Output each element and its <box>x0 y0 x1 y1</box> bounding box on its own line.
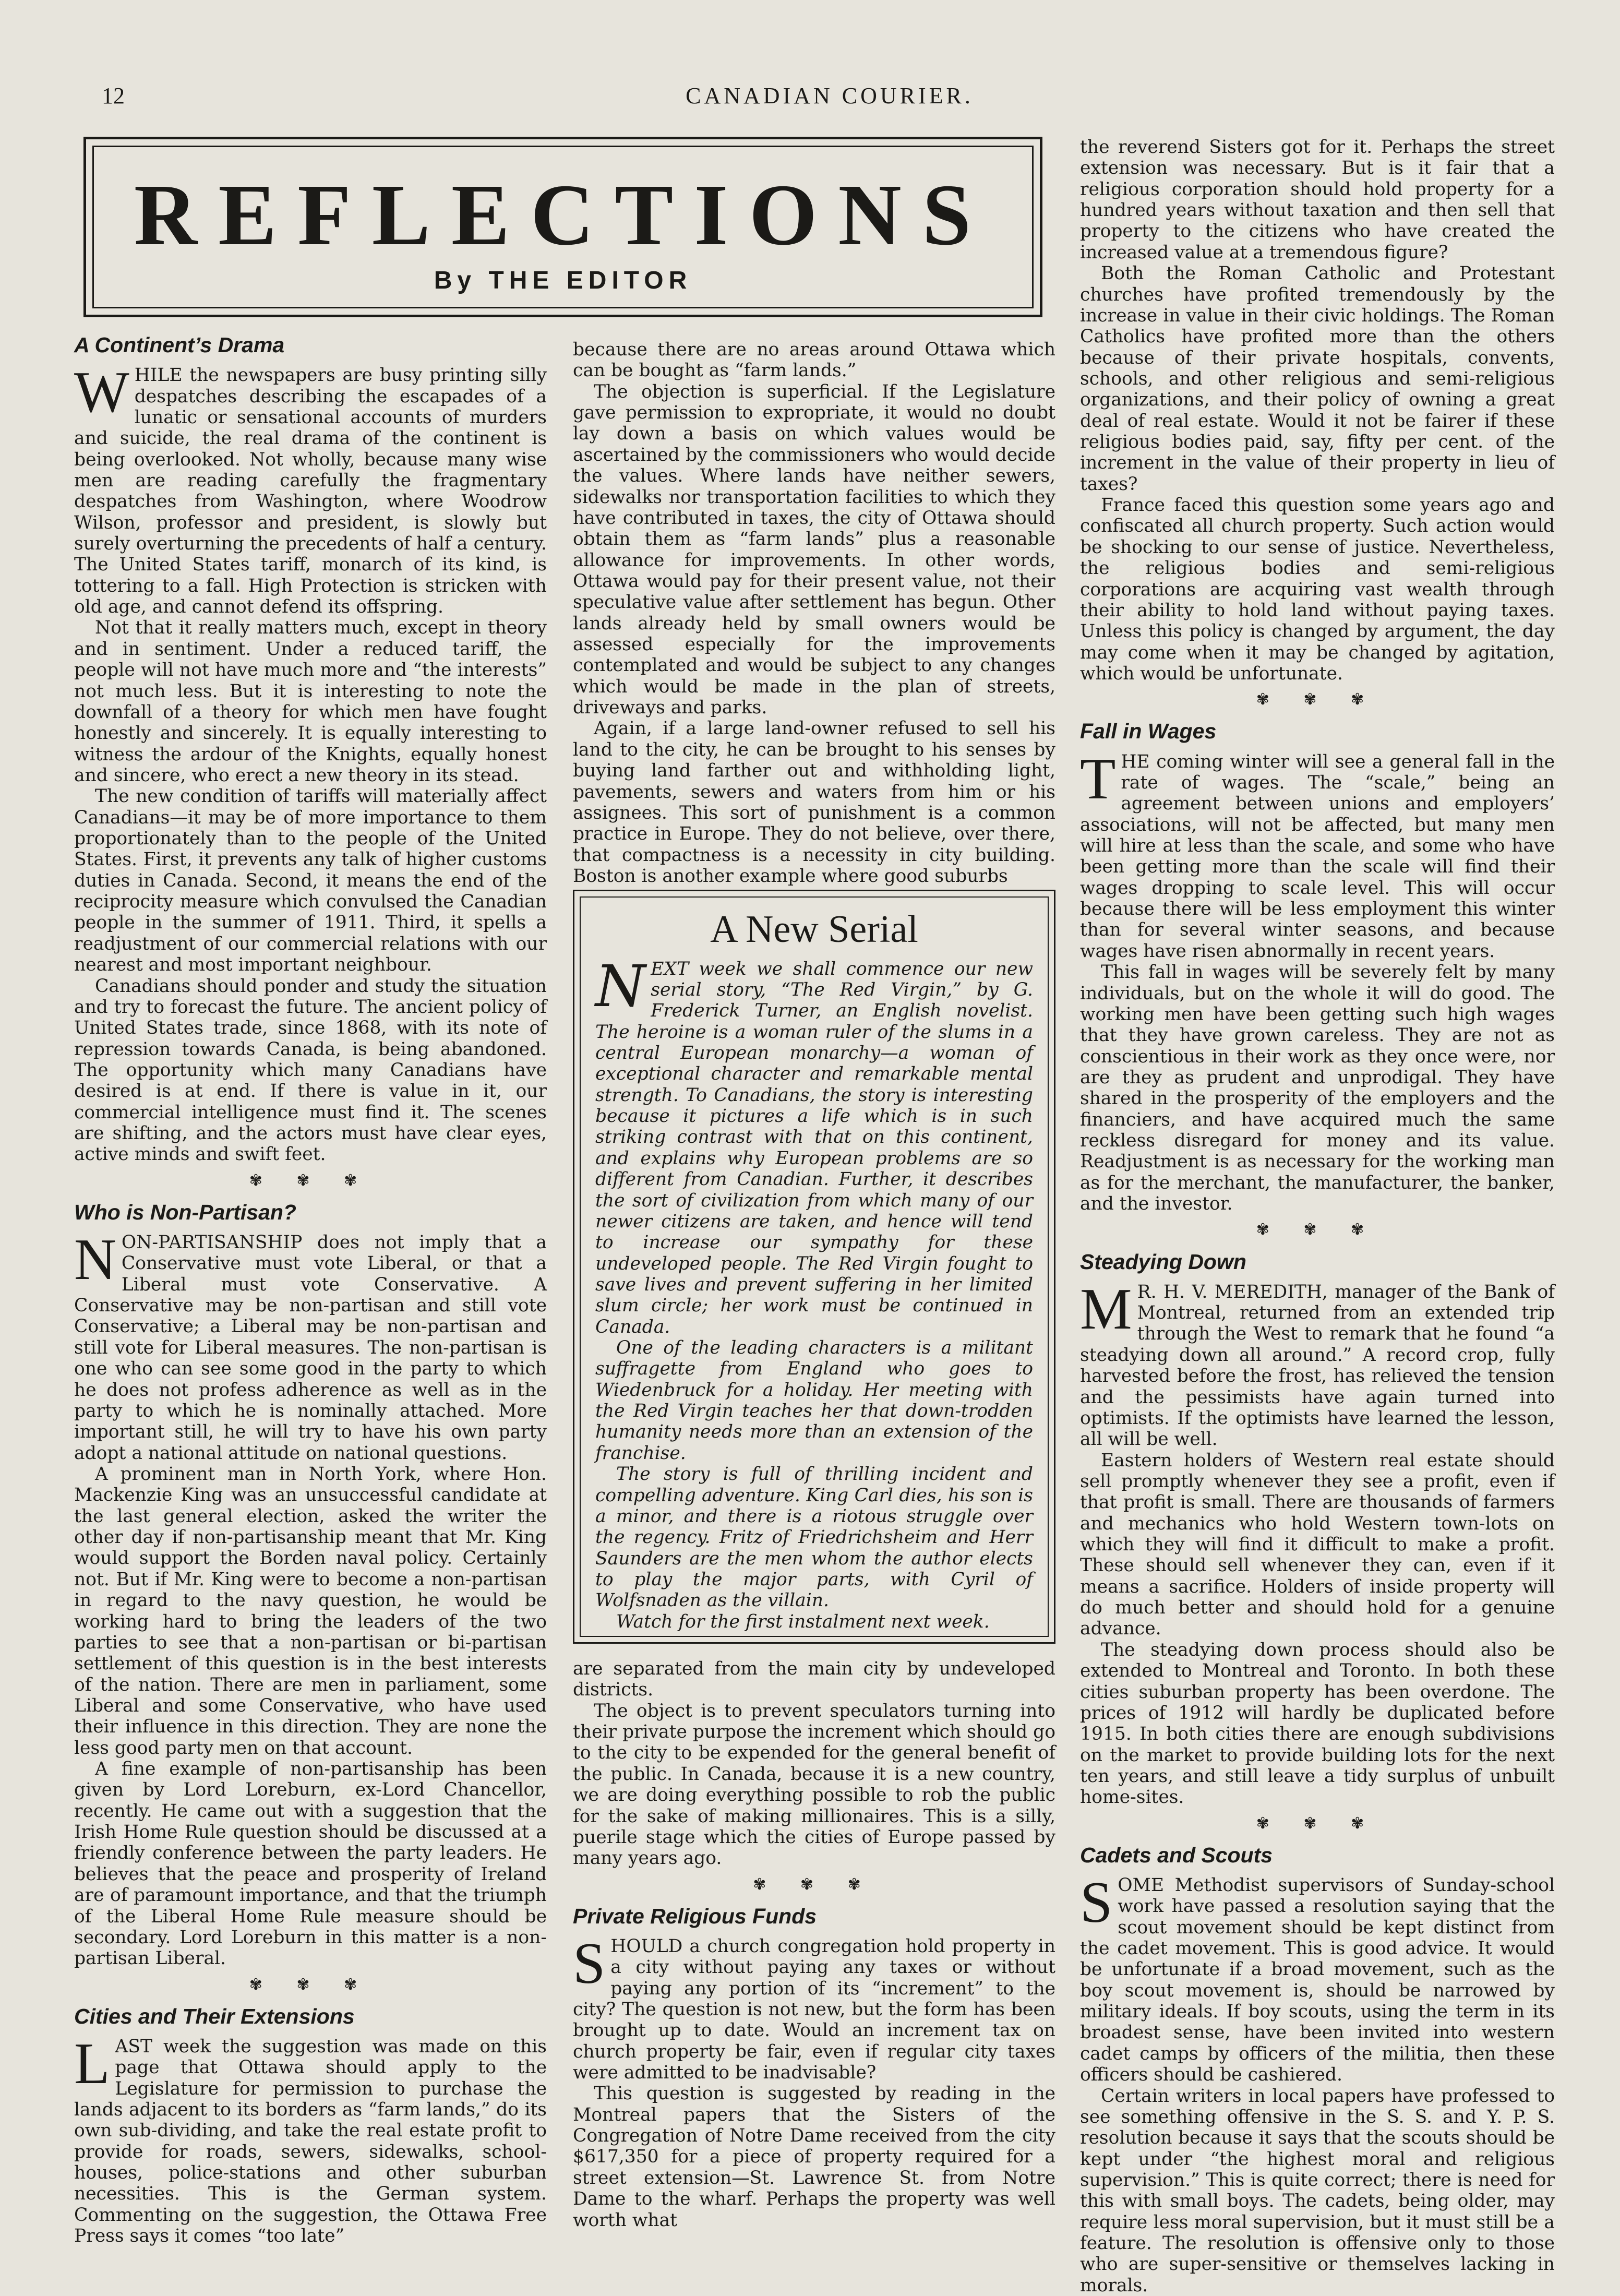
paragraph: NON-PARTISANSHIP does not imply that a Conservative must vote Liberal, or that a Liberal must vote Conservative. A Conservative may be non-partisan and still vote Conservative; a Liberal may be non-partisan and still vote for Liberal measures. The non-partisan is one who can see some good in the party to which he does not profess adherence as well as in the party to which he is nominally attached. More important still, he will try to have his own party adopt a national attitude on national questions. <box>74 1227 547 1464</box>
paragraph: MR. H. V. MEREDITH, manager of the Bank of Montreal, returned from an extended trip through the West to remark that he found “a steadying down all around.” A record crop, fully harvested before the frost, has relieved the tension and the pessimists have again turned into optimists. If the optimists have learned the lesson, all will be well. <box>1080 1276 1555 1450</box>
section-title: Who is Non-Partisan? <box>74 1200 296 1224</box>
column-3 <box>1080 137 1555 2296</box>
ornament-divider: ✾ ✾ ✾ <box>249 1975 372 1994</box>
column-2-top <box>573 339 1055 887</box>
paragraph: France faced this question some years ago and confiscated all church property. Such action would be shocking to our sense of justice. Nevertheless, the religious bodies and semi-religious corporations are acquiring vast wealth through their ability to hold land without paying taxes. Unless this policy is changed by argument, the day may come when it may be changed by agitation, which would be unfortunate. <box>1080 495 1555 684</box>
paragraph: A fine example of non-partisanship has been given by Lord Loreburn, ex-Lord Chancellor, recently. He came out with a suggestion that the Irish Home Rule question should be discussed at a friendly conference between the party leaders. He believes that the peace and prosperity of Ireland are of paramount importance, and that the triumph of the Liberal Home Rule measure should be secondary. Lord Loreburn in this matter is a non-partisan Liberal. <box>74 1759 547 1969</box>
serial-inner-frame <box>580 896 1049 1637</box>
paragraph: Certain writers in local papers have professed to see something offensive in the S. S. and Y. P. S. resolution because it says that the scouts should be kept under “the highest moral and religious supervision.” This is quite correct; there is need for this with small boys. The cadets, being older, may require less moral supervision, but it must still be a feature. The resolution is offensive only to those who are super-sensitive or themselves lacking in morals. <box>1080 2085 1555 2296</box>
running-title: CANADIAN COURIER. <box>686 83 974 109</box>
masthead <box>83 137 1042 317</box>
page-number: 12 <box>102 83 125 109</box>
paragraph: The object is to prevent speculators turning into their private purpose the increment which should go to the city to be expended for the general benefit of the public. In Canada, because it is a new country, we are doing everything possible to rob the public for the sake of making millionaires. This is a silly, puerile stage which the cities of Europe passed by many years ago. <box>573 1700 1055 1869</box>
paragraph: are separated from the main city by undeveloped districts. <box>573 1658 1055 1701</box>
ornament-divider: ✾ ✾ ✾ <box>1256 1221 1379 1239</box>
masthead-inner-frame <box>92 146 1034 308</box>
ornament-divider: ✾ ✾ ✾ <box>753 1875 875 1894</box>
section-title: Private Religious Funds <box>573 1904 817 1928</box>
paragraph: Canadians should ponder and study the situation and try to forecast the future. The ancient policy of United States trade, since 1868, with its note of repression towards Canada, is being abandoned. The opportunity which many Canadians have desired is at end. If there is value in it, our commercial intelligence must find it. The scenes are shifting, and the actors must have clear eyes, active minds and swift feet. <box>74 975 547 1165</box>
paragraph: LAST week the suggestion was made on this page that Ottawa should apply to the Legislature for permission to purchase the lands adjacent to its borders as “farm lands,” do its own sub-dividing, and take the real estate profit to provide for roads, sewers, sidewalks, school-houses, police-stations and other suburban necessities. This is the German system. Commenting on the suggestion, the Ottawa Free Press says it comes “too late” <box>74 2031 547 2247</box>
section-title: Cities and Their Extensions <box>74 2004 355 2028</box>
paragraph: Both the Roman Catholic and Protestant churches have profited tremendously by the increase in value in their civic holdings. The Roman Catholics have profited more than the others because of their private hospitals, convents, schools, and other religious and semi-religious organizations, and their policy of owning a great deal of real estate. Would it not be fairer if these religious bodies paid, say, fifty per cent. of the increment in the value of their property in lieu of taxes? <box>1080 263 1555 495</box>
paragraph: This question is suggested by reading in the Montreal papers that the Sisters of the Congregation of Notre Dame received from the city $617,350 for a piece of property required for a street extension—St. Lawrence St. from Notre Dame to the wharf. Perhaps the property was well worth what <box>573 2083 1055 2231</box>
paragraph: This fall in wages will be severely felt by many individuals, but on the whole it will do good. The working men have been getting such high wages that they have grown careless. They are not as conscientious in their work as they once were, nor are they as prudent and unprodigal. They have shared in the prosperity of the employers and the financiers, and have acquired much the same reckless disregard for money and its value. Readjustment is as necessary for the working man as for the merchant, the manufacturer, the banker, and the investor. <box>1080 962 1555 1215</box>
paragraph: THE coming winter will see a general fall in the rate of wages. The “scale,” being an agreement between unions and employers’ associations, will not be affected, but many men will hire at less than the scale, and some who have been getting more than the scale will find their wages dropping to scale level. This will occur because there will be less employment this winter than for several winter seasons, and because wages have risen abnormally in recent years. <box>1080 746 1555 962</box>
ornament-divider: ✾ ✾ ✾ <box>1256 1814 1379 1833</box>
paragraph: The objection is superficial. If the Legislature gave permission to expropriate, it would no doubt lay down a basis on which values would be ascertained by the commissioners who would decide the values. Where lands have neither sewers, sidewalks nor transportation facilities to which they have contributed in taxes, the city of Ottawa should obtain them as “farm lands” plus a reasonable allowance for improvements. In other words, Ottawa would pay for their present value, not their speculative value after settlement has begun. Other lands already held by small owners would be assessed especially for the improvements contemplated and would be subject to any changes which would be made in the plan of streets, driveways and parks. <box>573 381 1055 719</box>
paragraph: Watch for the first instalment next week. <box>616 1611 990 1632</box>
section-title: A Continent’s Drama <box>74 333 285 357</box>
ornament-divider: ✾ ✾ ✾ <box>249 1171 372 1190</box>
paragraph: The story is full of thrilling incident and compelling adventure. King Carl dies, his son is a minor, and there is a riotous struggle over the regency. Fritz of Friedrichsheim and Herr Saunders are the men whom the author elects to play the major parts, with Cyril of Wolfsnaden as the villain. <box>595 1464 1033 1611</box>
paragraph: NEXT week we shall commence our new serial story, “The Red Virgin,” by G. Frederick Turner, an English novelist. The heroine is a woman ruler of the slums in a central European monarchy—a woman of exceptional character and remarkable mental strength. To Canadians, the story is interesting because it pictures a life which is in such striking contrast with that on this continent, and explains why European problems are so different from Canadian. Further, it describes the sort of civilization from which many of our newer citizens are taken, and hence will tend to increase our sympathy for these undeveloped people. The Red Virgin fought to save lives and prevent suffering in her limited slum circle; her work must be continued in Canada. <box>595 952 1033 1337</box>
paragraph: Eastern holders of Western real estate should sell promptly whenever they see a profit, even if that profit is small. There are thousands of farmers and mechanics who hold Western town-lots on which they will find it difficult to make a profit. These should sell whenever they can, even if it means a sacrifice. Holders of inside property will do much better and should hold for a genuine advance. <box>1080 1450 1555 1640</box>
paragraph: The steadying down process should also be extended to Montreal and Toronto. In both these cities suburban property has been overdone. The prices of 1912 will hardly be duplicated before 1915. In both cities there are enough subdivisions on the market to provide building lots for the next ten years, and still leave a tidy surplus of unbuilt home-sites. <box>1080 1639 1555 1808</box>
paragraph: SOME Methodist supervisors of Sunday-school work have passed a resolution saying that the scout movement should be kept distinct from the cadet movement. This is good advice. It would be unfortunate if a broad movement, such as the boy scout movement is, should be narrowed by military ideals. If boy scouts, using the term in its broadest sense, have been invited into western cadet camps by officers of the militia, then these officers should be cashiered. <box>1080 1870 1555 2086</box>
paragraph: the reverend Sisters got for it. Perhaps the street extension was necessary. But is it fair that a religious corporation should hold property for a hundred years without taxation and then sell that property to the citizens who have created the increased value at a tremendous figure? <box>1080 137 1555 263</box>
masthead-title: REFLECTIONS <box>134 166 992 264</box>
paragraph: because there are no areas around Ottawa which can be bought as “farm lands.” <box>573 339 1055 381</box>
column-1 <box>74 333 547 2246</box>
section-title: Cadets and Scouts <box>1080 1843 1273 1867</box>
column-2-bottom <box>573 1658 1055 2231</box>
paragraph: The new condition of tariffs will materially affect Canadians—it may be of more importance to them proportionately than to the people of the United States. First, it prevents any talk of higher customs duties in Canada. Second, it means the end of the reciprocity measure which convulsed the Canadian people in the summer of 1911. Third, it spells a readjustment of our commercial relations with our nearest and most important neighbour. <box>74 786 547 976</box>
paragraph: A prominent man in North York, where Hon. Mackenzie King was an unsuccessful candidate at the last general election, asked the writer the other day if non-partisanship meant that Mr. King would support the Borden naval policy. Certainly not. But if Mr. King were to become a non-partisan in regard to the navy question, he would be working hard to bring the leaders of the two parties to see that a non-partisan or bi-partisan settlement of this question is in the best interests of the nation. There are men in parliament, some Liberal and some Conservative, who have used their influence in this direction. They are none the less good party men on that account. <box>74 1463 547 1759</box>
paragraph: WHILE the newspapers are busy printing silly despatches describing the escapades of a lunatic or sensational accounts of murders and suicide, the real drama of the continent is being overlooked. Not wholly, because many wise men are reading carefully the fragmentary despatches from Washington, where Woodrow Wilson, professor and president, is slowly but surely overturning the precedents of half a century. The United States tariff, monarch of its kind, is tottering to a fall. High Protection is stricken with old age, and cannot defend its offspring. <box>74 360 547 618</box>
paragraph: One of the leading characters is a militant suffragette from England who goes to Wiedenbruck for a holiday. Her meeting with the Red Virgin teaches her that down-trodden humanity needs more than an extension of the franchise. <box>595 1337 1033 1464</box>
paragraph: Again, if a large land-owner refused to sell his land to the city, he can be brought to his senses by buying land farther out and withholding light, pavements, sewers and waters from him or his assignees. This sort of punishment is a common practice in Europe. They do not believe, over there, that compactness is a necessity in city building. Boston is another example where good suburbs <box>573 718 1055 887</box>
masthead-byline: By THE EDITOR <box>434 267 692 294</box>
page-header <box>102 82 1557 119</box>
serial-announcement-box <box>573 890 1055 1644</box>
section-title: Steadying Down <box>1080 1249 1246 1274</box>
ornament-divider: ✾ ✾ ✾ <box>1256 690 1379 709</box>
paragraph: SHOULD a church congregation hold property in a city without paying any taxes or without paying any portion of its “increment” to the city? The question is not new, but the form has been brought up to date. Would an increment tax on church property be fair, even if regular city taxes were admitted to be inadvisable? <box>573 1931 1055 2083</box>
paragraph: Not that it really matters much, except in theory and in sentiment. Under a reduced tariff, the people will not have much more and “the interests” not much less. But it is interesting to note the downfall of a theory for which men have fought honestly and sincerely. It is equally interesting to witness the ardour of the Knights, equally honest and sincere, who erect a new theory in its stead. <box>74 617 547 786</box>
section-title: Fall in Wages <box>1080 719 1217 744</box>
serial-title: A New Serial <box>710 908 918 951</box>
